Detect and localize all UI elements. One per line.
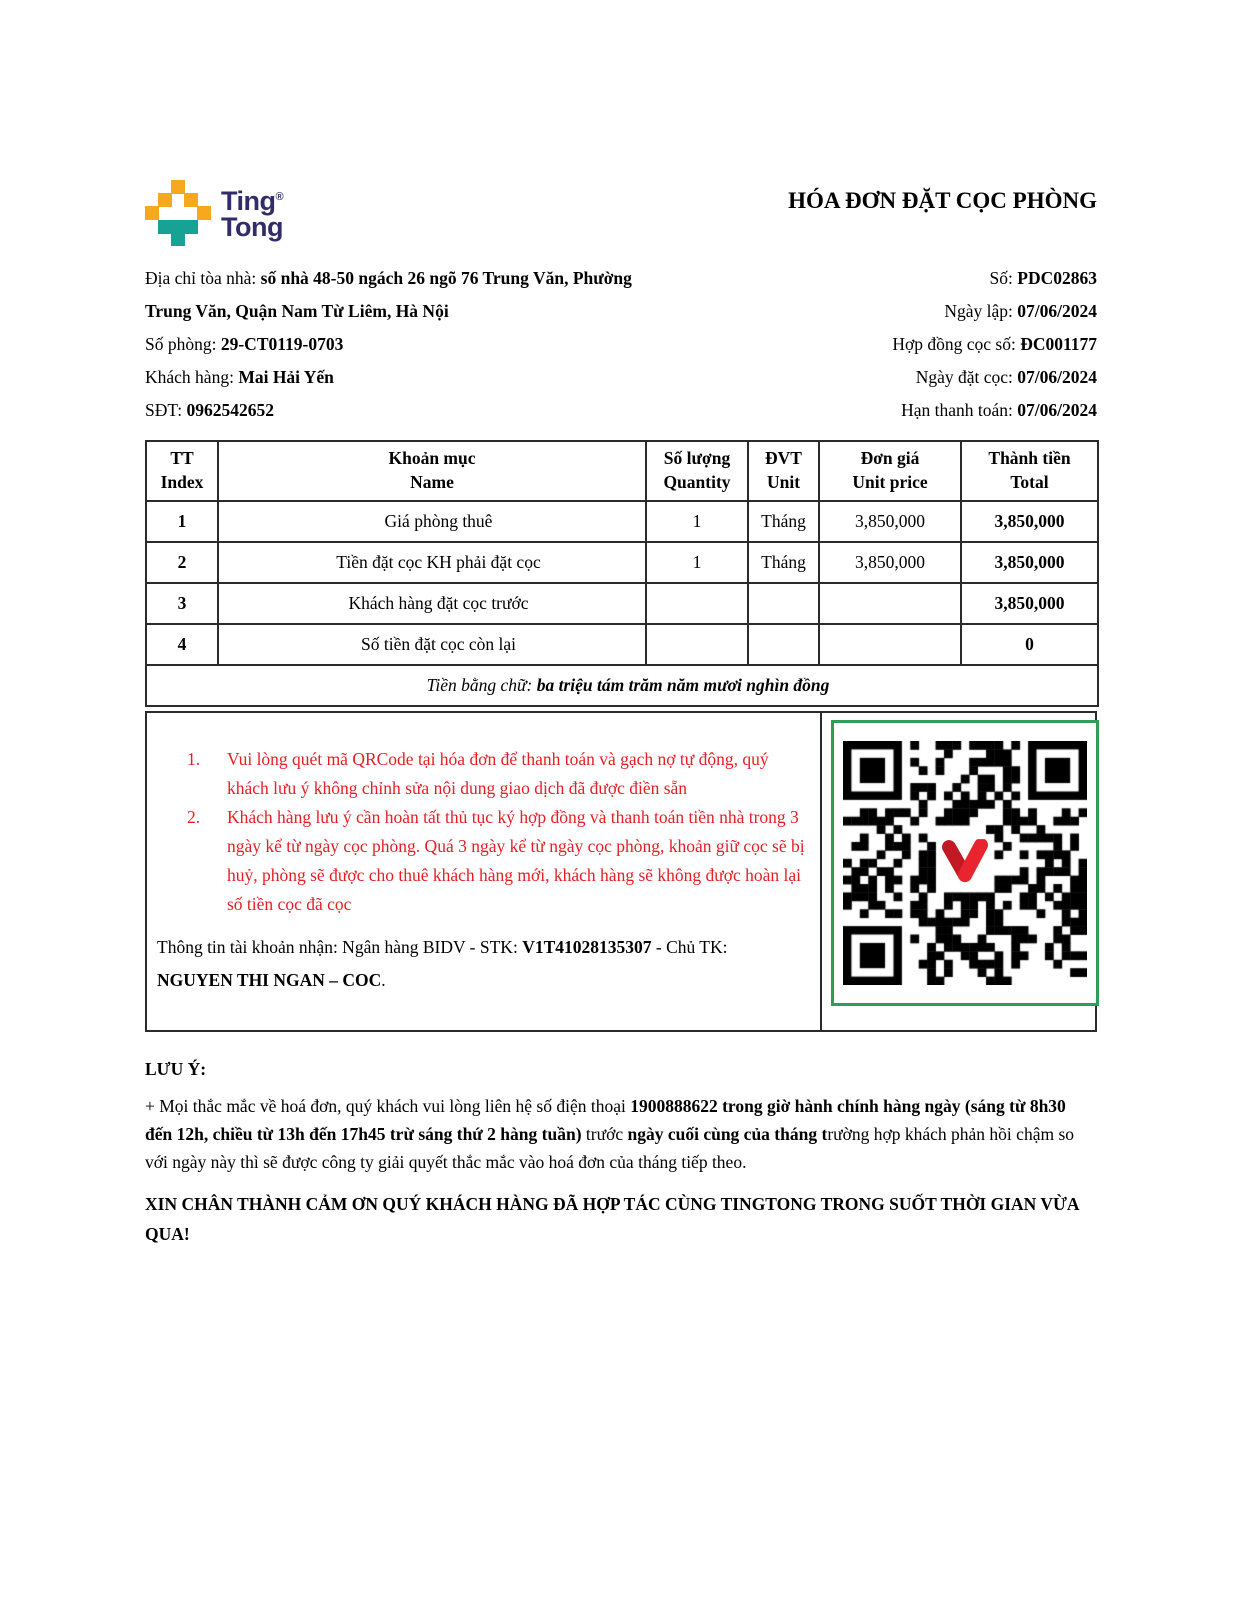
- row-total: 0: [961, 624, 1098, 665]
- bank-account-info: Thông tin tài khoản nhận: Ngân hàng BIDV - STK: V1T41028135307 - Chủ TK: NGUYEN THI NGAN – COC.: [157, 937, 728, 990]
- row-unit: [748, 624, 819, 665]
- invoice-number: Số: PDC02863: [989, 268, 1097, 288]
- col-total: Thành tiền Total: [961, 441, 1098, 501]
- registered-mark: ®: [275, 191, 284, 203]
- logo-word-ting: Ting: [221, 186, 276, 216]
- bank-account-holder: NGUYEN THI NGAN – COC: [157, 970, 382, 990]
- note-text: Khách hàng lưu ý cần hoàn tất thủ tục ký hợp đồng và thanh toán tiền nhà trong 3 ngày kể từ ngày cọc phòng. Quá 3 ngày kể từ ngày cọc phòng, khoản giữ cọc sẽ bị huỷ, phòng sẽ được cho thuê khách hàng mới, khách hàng sẽ không được hoàn lại số tiền cọc đã cọc: [227, 807, 805, 914]
- qr-code-frame: [831, 720, 1099, 1006]
- phone-label: SĐT:: [145, 400, 187, 420]
- row-total: 3,850,000: [961, 501, 1098, 542]
- customer-value: Mai Hải Yến: [238, 367, 334, 387]
- deposit-date: Ngày đặt cọc: 07/06/2024: [915, 367, 1097, 387]
- row-qty: 1: [646, 542, 748, 583]
- row-name: Tiền đặt cọc KH phải đặt cọc: [218, 542, 646, 583]
- payment-notes-box: [145, 711, 1097, 1032]
- logo-pixel: [171, 180, 185, 194]
- table-row: [146, 542, 1098, 583]
- row-qty: [646, 583, 748, 624]
- bank-account-number: V1T41028135307: [522, 937, 652, 957]
- row-index: 1: [146, 501, 218, 542]
- logo-pixel: [171, 232, 185, 246]
- phone-value: 0962542652: [186, 400, 274, 420]
- col-unit: ĐVT Unit: [748, 441, 819, 501]
- logo-pixel: [145, 206, 159, 220]
- notice-paragraph: + Mọi thắc mắc về hoá đơn, quý khách vui lòng liên hệ số điện thoại 1900888622 trong giờ hành chính hàng ngày (sáng từ 8h30 đến 12h, chiều từ 13h đến 17h45 trừ sáng thứ 2 hàng tuần) trước ngày cuối cùng của tháng trường hợp khách phản hồi chậm so với ngày này thì sẽ được công ty giải quyết thắc mắc vào hoá đơn của tháng tiếp theo.: [145, 1096, 1075, 1172]
- row-unit: Tháng: [748, 501, 819, 542]
- items-table: [145, 440, 1099, 707]
- building-info: [145, 262, 657, 427]
- note-number: 1.: [187, 749, 201, 769]
- row-name: Khách hàng đặt cọc trước: [218, 583, 646, 624]
- room-number: [145, 328, 657, 361]
- building-address: [145, 262, 657, 328]
- customer-name: [145, 361, 657, 394]
- row-unit-price: [819, 583, 961, 624]
- invoice-content: [145, 178, 1097, 1249]
- col-name: Khoản mục Name: [218, 441, 646, 501]
- qr-cell: [820, 713, 1095, 1030]
- row-name: Số tiền đặt cọc còn lại: [218, 624, 646, 665]
- note-item: [187, 803, 812, 919]
- tingtong-logo: [145, 178, 284, 246]
- row-unit-price: 3,850,000: [819, 501, 961, 542]
- col-quantity: Số lượng Quantity: [646, 441, 748, 501]
- payment-deadline: Hạn thanh toán: 07/06/2024: [901, 400, 1097, 420]
- tingtong-logo-icon: [145, 180, 211, 246]
- bank-mid-label: - Chủ TK:: [651, 937, 728, 957]
- page-title: HÓA ĐƠN ĐẶT CỌC PHÒNG: [788, 188, 1097, 213]
- amount-in-words: [146, 665, 1098, 706]
- row-total: 3,850,000: [961, 542, 1098, 583]
- row-total: 3,850,000: [961, 583, 1098, 624]
- col-unit-price: Đơn giá Unit price: [819, 441, 961, 501]
- payment-notes: [147, 713, 820, 1030]
- note-item: [187, 745, 812, 803]
- info-section: [145, 262, 1097, 427]
- row-unit-price: 3,850,000: [819, 542, 961, 583]
- logo-pixel: [184, 193, 198, 207]
- red-notes-list: [157, 745, 812, 919]
- table-row: [146, 624, 1098, 665]
- room-label: Số phòng:: [145, 334, 221, 354]
- v-heart-logo-icon: [938, 839, 992, 885]
- address-value: số nhà 48-50 ngách 26 ngõ 76 Trung Văn, Phường Trung Văn, Quận Nam Từ Liêm, Hà Nội: [145, 268, 632, 321]
- logo-wordmark: [221, 184, 284, 240]
- row-unit-price: [819, 624, 961, 665]
- note-number: 2.: [187, 807, 201, 827]
- bank-label: Thông tin tài khoản nhận: Ngân hàng BIDV - STK:: [157, 937, 523, 957]
- row-qty: 1: [646, 501, 748, 542]
- col-index: TT Index: [146, 441, 218, 501]
- logo-pixel: [197, 206, 211, 220]
- customer-label: Khách hàng:: [145, 367, 239, 387]
- logo-pixel: [158, 193, 172, 207]
- table-header-row: [146, 441, 1098, 501]
- table-row: [146, 583, 1098, 624]
- amount-in-words-row: [146, 665, 1098, 706]
- row-unit: Tháng: [748, 542, 819, 583]
- row-index: 4: [146, 624, 218, 665]
- header: [145, 178, 1097, 246]
- row-index: 2: [146, 542, 218, 583]
- notice-heading: LƯU Ý:: [145, 1059, 207, 1079]
- table-row: [146, 501, 1098, 542]
- issue-date: Ngày lập: 07/06/2024: [944, 301, 1097, 321]
- note-text: Vui lòng quét mã QRCode tại hóa đơn để thanh toán và gạch nợ tự động, quý khách lưu ý không chỉnh sửa nội dung giao dịch đã được điền sẵn: [227, 749, 769, 798]
- amount-in-words-value: ba triệu tám trăm năm mươi nghìn đồng: [536, 675, 830, 695]
- thanks-paragraph: XIN CHÂN THÀNH CẢM ƠN QUÝ KHÁCH HÀNG ĐÃ HỢP TÁC CÙNG TINGTONG TRONG SUỐT THỜI GIAN VỪA QUA!: [145, 1194, 1079, 1244]
- customer-phone: [145, 394, 657, 427]
- address-label: Địa chỉ tòa nhà:: [145, 268, 261, 288]
- room-value: 29-CT0119-0703: [220, 334, 344, 354]
- qr-code: [843, 741, 1087, 985]
- amount-in-words-label: Tiền bằng chữ:: [426, 675, 537, 695]
- row-index: 3: [146, 583, 218, 624]
- invoice-meta: [892, 262, 1097, 427]
- row-name: Giá phòng thuê: [218, 501, 646, 542]
- logo-word-tong: Tong: [221, 212, 283, 242]
- row-unit: [748, 583, 819, 624]
- deposit-contract-number: Hợp đồng cọc số: ĐC001177: [892, 334, 1097, 354]
- row-qty: [646, 624, 748, 665]
